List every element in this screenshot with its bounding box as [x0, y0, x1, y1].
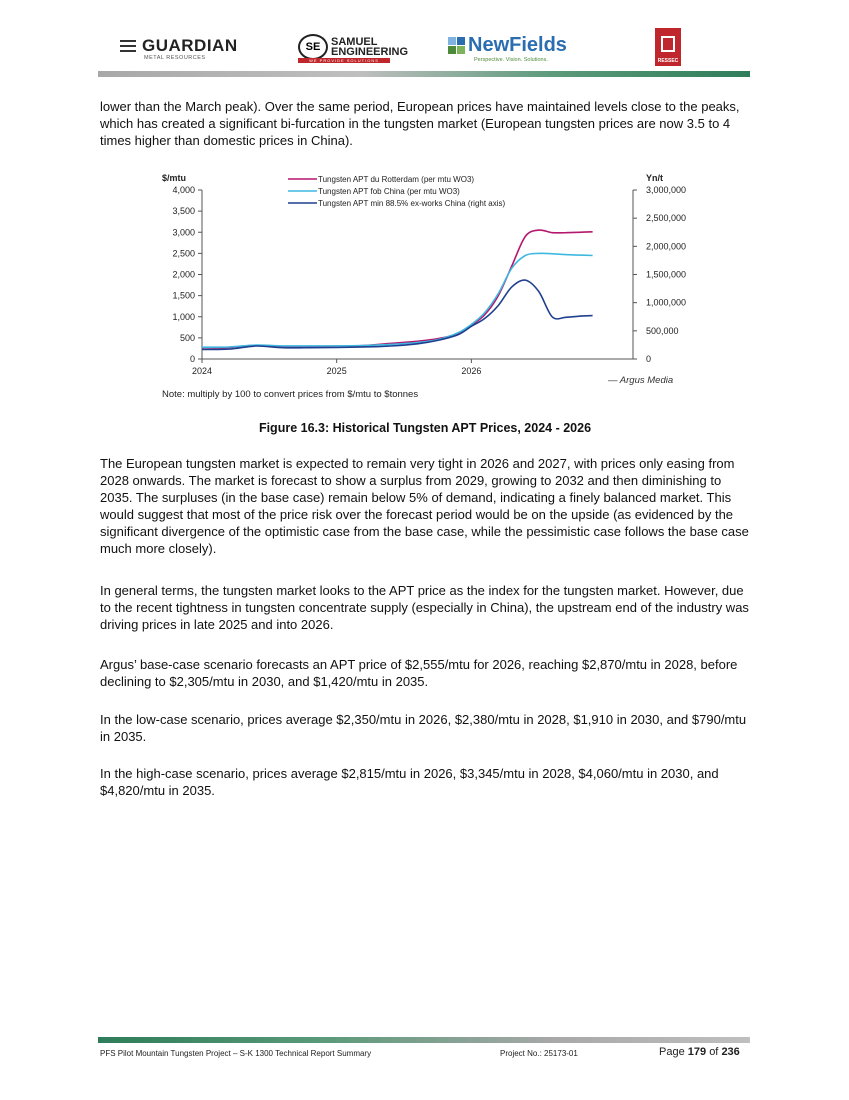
series-line-1 [202, 230, 593, 348]
ressec-logo [655, 28, 681, 66]
figure-caption: Figure 16.3: Historical Tungsten APT Prices, 2024 - 2026 [258, 421, 592, 435]
footer-report-title: PFS Pilot Mountain Tungsten Project – S-K 1300 Technical Report Summary [100, 1049, 372, 1058]
legend-label-2: Tungsten APT fob China (per mtu WO3) [318, 187, 460, 196]
legend-label-1: Tungsten APT du Rotterdam (per mtu WO3) [318, 175, 475, 184]
legend-label-3: Tungsten APT min 88.5% ex-works China (right axis) [318, 199, 506, 208]
right-tick-label: 1,500,000 [646, 269, 687, 280]
x-tick-label: 2025 [326, 366, 347, 376]
x-tick-label: 2024 [191, 366, 213, 376]
left-tick-label: 1,000 [172, 311, 195, 322]
paragraph-1: lower than the March peak). Over the same period, European prices have maintained levels close to the peaks, which has created a significant bi-furcation in the tungsten market (European tungsten prices are now 3.5 to 4 times higher than domestic prices in China). [100, 99, 740, 148]
guardian-name: GUARDIAN [142, 36, 238, 55]
guardian-logo [120, 36, 238, 56]
right-tick-label: 500,000 [646, 325, 679, 336]
left-tick-label: 500 [179, 332, 195, 343]
left-axis-unit: $/mtu [162, 173, 187, 183]
left-tick-label: 2,500 [172, 248, 195, 259]
right-tick-label: 1,000,000 [646, 297, 687, 308]
series-line-3 [202, 280, 593, 349]
right-tick-label: 0 [646, 354, 652, 364]
newfields-logo [448, 34, 567, 57]
right-tick-label: 2,000,000 [646, 241, 687, 252]
paragraph-3: In general terms, the tungsten market looks to the APT price as the index for the tungsten market. However, due to the recent tightness in tungsten concentrate supply (especially in China), the upstream end of the industry was driving prices in late 2025 and into 2026. [100, 583, 749, 632]
chart-canvas [150, 170, 710, 402]
header-rule [98, 71, 750, 77]
menu-bars-icon [120, 40, 136, 52]
newfields-name: NewFields [468, 34, 567, 56]
tungsten-price-chart [150, 170, 710, 402]
right-tick-label: 2,500,000 [646, 213, 687, 224]
left-tick-label: 2,000 [172, 269, 195, 280]
samuel-engineering-logo [298, 34, 408, 60]
paragraph-4: Argus’ base-case scenario forecasts an APT price of $2,555/mtu for 2026, reaching $2,870/mtu in 2028, before declining to $2,305/mtu in 2030, and $1,420/mtu in 2035. [100, 657, 738, 689]
paragraph-6: In the high-case scenario, prices average $2,815/mtu in 2026, $3,345/mtu in 2028, $4,060/mtu in 2030, and $4,820/mtu in 2035. [100, 766, 719, 798]
page-of-label: of [709, 1046, 719, 1058]
footer-rule [98, 1037, 750, 1043]
page-label: Page [659, 1046, 685, 1058]
ressec-mark-icon [661, 36, 675, 52]
left-tick-label: 4,000 [172, 185, 195, 195]
footer-project-number: Project No.: 25173-01 [500, 1049, 578, 1058]
page-total: 236 [721, 1046, 740, 1058]
newfields-squares-icon [448, 37, 465, 54]
paragraph-5: In the low-case scenario, prices average $2,350/mtu in 2026, $2,380/mtu in 2028, $1,910 in 2030, and $790/mtu in 2035. [100, 712, 747, 744]
left-tick-label: 3,000 [172, 227, 195, 238]
left-tick-label: 1,500 [172, 290, 195, 301]
left-tick-label: 0 [189, 354, 195, 364]
series-line-2 [202, 253, 593, 347]
ressec-name: RESSEC [657, 58, 679, 64]
left-tick-label: 3,500 [172, 206, 195, 217]
newfields-tagline: Perspective. Vision. Solutions. [474, 57, 548, 63]
paragraph-2: The European tungsten market is expected to remain very tight in 2026 and 2027, with prices only easing from 2028 onwards. The market is forecast to show a surplus from 2029, growing to 2032 and then diminishing to 2035. The surpluses (in the base case) remain below 5% of demand, indicating a finely balanced market. This would suggest that most of the price risk over the forecast period would be on the upside (as evidenced by the significant divergence of the optimistic case from the base case, while the pessimistic case follows the base case much more closely). [100, 456, 749, 556]
samuel-tagline: WE PROVIDE SOLUTIONS [298, 58, 390, 63]
samuel-line1: SAMUEL [331, 36, 378, 48]
right-axis-unit: Yn/t [646, 173, 663, 183]
samuel-line2: ENGINEERING [331, 46, 409, 58]
chart-source: — Argus Media [608, 375, 674, 386]
x-tick-label: 2026 [461, 366, 482, 376]
page-current: 179 [687, 1046, 707, 1058]
footer-page-number [659, 1046, 740, 1058]
page-header [98, 28, 750, 78]
guardian-subtitle: METAL RESOURCES [144, 55, 206, 61]
se-circle-icon: SE [298, 34, 328, 60]
chart-note: Note: multiply by 100 to convert prices from $/mtu to $tonnes [162, 389, 419, 400]
right-tick-label: 3,000,000 [646, 185, 687, 195]
